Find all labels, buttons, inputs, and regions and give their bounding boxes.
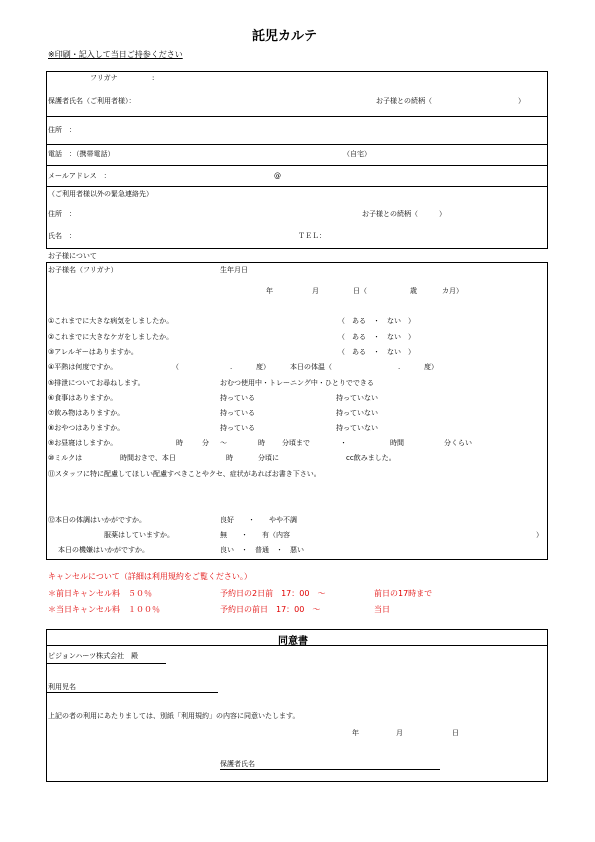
emergency-relation-label: お子様との続柄（ ） (362, 210, 446, 218)
address-label: 住所 ： (48, 126, 76, 134)
q10-hour: 時 (226, 454, 233, 462)
q8-label: ⑧おやつはありますか。 (48, 424, 125, 432)
age-years: 歳 (410, 287, 417, 295)
relation-close: ） (518, 97, 525, 105)
emergency-tel-label: ＴＥＬ： (298, 232, 326, 240)
furigana-label: フリガナ (90, 74, 118, 82)
emergency-header: （ご利用者様以外の緊急連絡先） (48, 190, 153, 198)
q4-deg2: 度） (424, 363, 438, 371)
q9-label: ⑨お昼寝はしますか。 (48, 439, 118, 447)
q4-dot2: . (398, 363, 401, 371)
cancel-header: キャンセルについて（詳細は利用規約をご覧ください。） (48, 572, 252, 581)
email-label: メールアドレス ： (48, 172, 111, 180)
cancel-row1-label: ＊前日キャンセル料 ５０％ (48, 589, 152, 598)
consent-title: 同意書 (278, 636, 308, 647)
q14-options: 良い ・ 普通 ・ 悪い (220, 546, 304, 554)
q3-label: ③アレルギーはありますか。 (48, 348, 138, 356)
consent-year: 年 (352, 729, 359, 737)
furigana-colon: : (152, 74, 155, 82)
q9-dot: ・ (340, 439, 347, 447)
q7-have: 持っている (220, 409, 255, 417)
q1-options: （ ある ・ ない ） (338, 317, 415, 325)
q7-not-have: 持っていない (336, 409, 378, 417)
birth-year: 年 (266, 287, 273, 295)
q6-not-have: 持っていない (336, 394, 378, 402)
q4-dot: . (230, 363, 233, 371)
emergency-address-label: 住所 ： (48, 210, 76, 218)
birth-day: 日（ (353, 287, 367, 295)
q4-today: 本日の体温（ (290, 363, 332, 371)
q9-hours: 時間 (390, 439, 404, 447)
q13-options: 無 ・ 有（内容 (220, 531, 290, 539)
q8-not-have: 持っていない (336, 424, 378, 432)
consent-child-name: 利用児名 (48, 683, 76, 691)
q4-paren: （ (172, 363, 179, 371)
relation-label: お子様との続柄（ (376, 97, 432, 105)
q5-label: ⑤排泄についてお尋ねします。 (48, 379, 145, 387)
q13-close: ） (536, 531, 543, 539)
q1-label: ①これまでに大きな病気をしましたか。 (48, 317, 174, 325)
q7-label: ⑦飲み物はありますか。 (48, 409, 125, 417)
q2-options: （ ある ・ ない ） (338, 333, 415, 341)
child-name-label: お子様名（フリガナ） (48, 266, 118, 274)
q13-label: 服薬はしていますか。 (104, 531, 174, 539)
q9-hour: 時 (176, 439, 183, 447)
q6-label: ⑥食事はありますか。 (48, 394, 118, 402)
q9-hour2: 時 (258, 439, 265, 447)
q9-min: 分 (202, 439, 209, 447)
q12-label: ⑫本日の体調はいかがですか。 (48, 516, 146, 524)
q9-until: 分頃まで (282, 439, 310, 447)
q14-label: 本日の機嫌はいかがですか。 (58, 546, 149, 554)
q10-min: 分頃に (258, 454, 279, 462)
q2-label: ②これまでに大きなケガをしましたか。 (48, 333, 174, 341)
consent-day: 日 (452, 729, 459, 737)
birth-month: 月 (312, 287, 319, 295)
guardian-name-label: 保護者氏名（ご利用者様）： (48, 97, 136, 105)
consent-signature-label: 保護者氏名 (220, 760, 255, 768)
cancel-row2-end: 当日 (374, 605, 390, 614)
consent-month: 月 (396, 729, 403, 737)
print-notice: ※印刷・記入して当日ご持参ください (48, 50, 183, 59)
age-months: カ月） (442, 287, 463, 295)
q9-tilde: 〜 (220, 439, 227, 447)
q11-label: ⑪スタッフに特に配慮してほしい配慮すべきことやクセ、症状があればお書き下さい。 (48, 470, 321, 478)
cancel-row1-time: 予約日の2日前 17：00 〜 (220, 589, 326, 598)
signature-line (220, 769, 440, 770)
consent-text: 上記の者の利用にあたりましては、別紙「利用規約」の内容に同意いたします。 (48, 712, 300, 720)
q3-options: （ ある ・ ない ） (338, 348, 415, 356)
child-section-title: お子様について (48, 252, 97, 260)
q12-options: 良好 ・ やや不調 (220, 516, 297, 524)
q8-have: 持っている (220, 424, 255, 432)
q6-have: 持っている (220, 394, 255, 402)
q4-label: ④平熱は何度ですか。 (48, 363, 118, 371)
cancel-row1-end: 前日の17時まで (374, 589, 433, 598)
q9-about: 分くらい (444, 439, 472, 447)
cancel-row2-label: ＊当日キャンセル料 １００％ (48, 605, 160, 614)
consent-company: ピジョンハーツ株式会社 殿 (48, 652, 139, 660)
page-title: 託児カルテ (252, 29, 318, 44)
home-phone-label: （自宅） (343, 150, 371, 158)
phone-label: 電話 ：（携帯電話） (48, 150, 115, 158)
guardian-box (46, 71, 548, 187)
q10-cc: cc飲みました。 (346, 454, 396, 462)
q5-options: おむつ使用中・トレーニング中・ひとりでできる (220, 379, 374, 387)
q4-deg: 度） (256, 363, 270, 371)
cancel-row2-time: 予約日の前日 17：00 〜 (220, 605, 321, 614)
emergency-name-label: 氏名 ： (48, 232, 76, 240)
email-at: @ (274, 172, 281, 180)
birth-label: 生年月日 (220, 266, 248, 274)
q10-time: 時間おきで、本日 (120, 454, 176, 462)
q10-label: ⑩ミルクは (48, 454, 83, 462)
